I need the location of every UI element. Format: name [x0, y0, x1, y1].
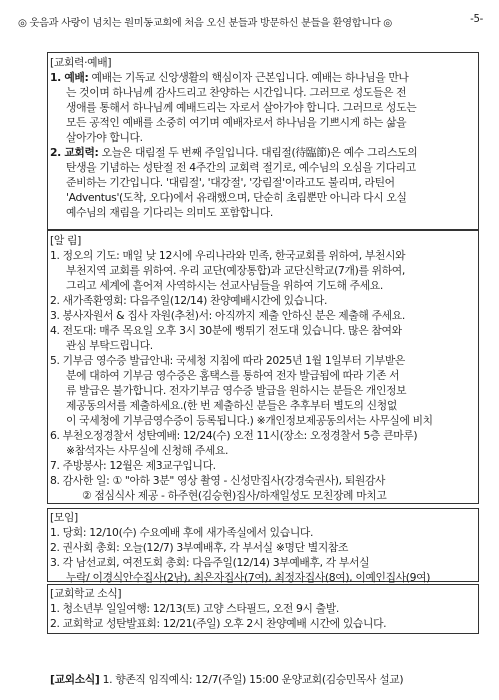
- meeting-line: 1. 당회: 12/10(수) 수요예배 후에 새가족실에서 있습니다.: [50, 526, 314, 539]
- worship-item-2-line: 예수님의 재림을 기다리는 의미도 포함합니다.: [66, 206, 273, 219]
- outside-text: 1. 향존직 임직예식: 12/7(주일) 15:00 운양교회(김승민목사 설교): [102, 673, 404, 686]
- notice-line: 2. 새가족환영회: 다음주일(12/14) 찬양예배시간에 있습니다.: [50, 294, 328, 307]
- worship-item-2-line: 'Adventus'(도착, 오다)에서 유래했으며, 단순히 초림뿐만 아니라 다시 오실: [66, 191, 407, 204]
- worship-item-1-line: 생애를 통해서 하나님께 예배드리는 자로서 살아가야 합니다. 그러므로 성도는: [66, 101, 417, 114]
- notice-line: 분에 대하여 기부금 영수증은 홈택스를 통하여 전자 발급됨에 따라 기존 서: [66, 369, 400, 382]
- outside-heading: [교외소식]: [50, 673, 100, 686]
- notice-line: 5. 기부금 영수증 발급안내: 국세청 지침에 따라 2025년 1월 1일부터 기부받은: [50, 354, 405, 367]
- meeting-line: 2. 권사회 총회: 오늘(12/7) 3부예배후, 각 부서실 ※명단 별지참조: [50, 541, 349, 554]
- notice-line: 7. 주방봉사: 12월은 제3교구입니다.: [50, 459, 216, 472]
- worship-item-1-line: 모든 공적인 예배를 소중히 여기며 예배자로서 하나님을 기쁘시게 하는 삶을: [66, 116, 407, 129]
- worship-item-2-title: 2. 교회력:: [50, 146, 99, 159]
- page-number: -5-: [470, 14, 483, 25]
- notice-line: 그리고 세계에 흩어져 사역하시는 선교사님들을 위하여 기도해 주세요.: [66, 279, 383, 292]
- notice-line: 제공동의서를 제출하세요.(한 번 제출하신 분들은 추후부터 별도의 신청없: [66, 399, 397, 412]
- worship-item-1: [50, 70, 475, 85]
- meeting-line: 누락/ 이경식안수집사(2남), 최은자집사(7여), 최정자집사(8여), 이예인집사(9여): [66, 571, 431, 584]
- notice-line: 1. 정오의 기도: 매일 낮 12시에 우리나라와 민족, 한국교회를 위하여, 부천시와: [50, 249, 406, 262]
- school-line: 1. 청소년부 일일여행: 12/13(토) 고양 스타필드, 오전 9시 출발.: [50, 602, 339, 615]
- worship-section: [50, 55, 475, 220]
- worship-item-2-line: 탄생을 기념하는 성탄절 전 4주간의 교회력 절기로, 예수님의 오심을 기다리고: [66, 161, 416, 174]
- school-line: 2. 교회학교 성탄발표회: 12/21(주일) 오후 2시 찬양예배 시간에 있습니다.: [50, 617, 387, 630]
- notice-line: ② 점심식사 제공 - 하주현(김승현)집사/하재일성도 모친장례 마치고: [82, 489, 387, 502]
- notice-line: 이 국세청에 기부금영수증이 등록됩니다.) ※개인정보제공동의서는 사무실에 비치: [66, 414, 433, 427]
- school-heading: [교회학교 소식]: [50, 587, 122, 600]
- meeting-list: [50, 525, 475, 585]
- notice-line: 부천지역 교회를 위하여. 우리 교단(예장통합)과 교단신학교(7개)를 위하여,: [66, 264, 405, 277]
- notices-heading: [알 림]: [50, 234, 81, 247]
- notice-line: 관심 부탁드립니다.: [66, 339, 153, 352]
- meeting-section: [50, 510, 475, 585]
- worship-item-2-line: 준비하는 기간입니다. '대림절', '대강절', '강림절'이라고도 불리며, 라틴어: [66, 176, 395, 189]
- school-list: [50, 601, 475, 631]
- notice-line: 3. 봉사자원서 & 집사 자원(추천)서: 아직까지 제출 안하신 분은 제출해 주세요.: [50, 309, 405, 322]
- notice-line: ※참석자는 사무실에 신청해 주세요.: [66, 444, 229, 457]
- notices-list: [50, 248, 475, 503]
- worship-item-1-line: 는 것이며 하나님께 감사드리고 찬양하는 시간입니다. 그러므로 성도들은 전: [66, 86, 407, 99]
- notice-line: 4. 전도대: 매주 목요일 오후 3시 30분에 뻥튀기 전도대 있습니다. 많은 참여와: [50, 324, 402, 337]
- notice-line: 류 발급은 불가합니다. 전자기부금 영수증 발급을 원하시는 분들은 개인정보: [66, 384, 407, 397]
- notice-line: 8. 감사한 일: ① "아하 3분" 영상 촬영 - 신성만집사(강경숙권사), 퇴원감사: [50, 474, 386, 487]
- page-header: [18, 14, 483, 29]
- worship-item-1-line: 살아가야 합니다.: [66, 131, 143, 144]
- meeting-heading: [모임]: [50, 511, 78, 524]
- school-section: [50, 586, 475, 631]
- notices-section: [50, 233, 475, 503]
- worship-item-2-line: 오늘은 대림절 두 번째 주일입니다. 대림절(待臨節)은 예수 그리스도의: [101, 146, 418, 159]
- header-welcome-text: ◎ 웃음과 사랑이 넘치는 원미동교회에 처음 오신 분들과 방문하신 분들을 환영합니다 ◎: [18, 18, 392, 29]
- worship-item-2: [50, 145, 475, 160]
- worship-item-1-title: 1. 예배:: [50, 71, 89, 84]
- worship-item-1-line: 예배는 기독교 신앙생활의 핵심이자 근본입니다. 예배는 하나님을 만나: [91, 71, 409, 84]
- meeting-line: 3. 각 남선교회, 여전도회 총회: 다음주일(12/14) 3부예배후, 각 부서실: [50, 556, 370, 569]
- outside-news: [50, 672, 403, 687]
- worship-heading: [교회력·예배]: [50, 56, 112, 69]
- notice-line: 6. 부천오정경찰서 성탄예배: 12/24(수) 오전 11시(장소: 오정경찰서 5층 큰마루): [50, 429, 418, 442]
